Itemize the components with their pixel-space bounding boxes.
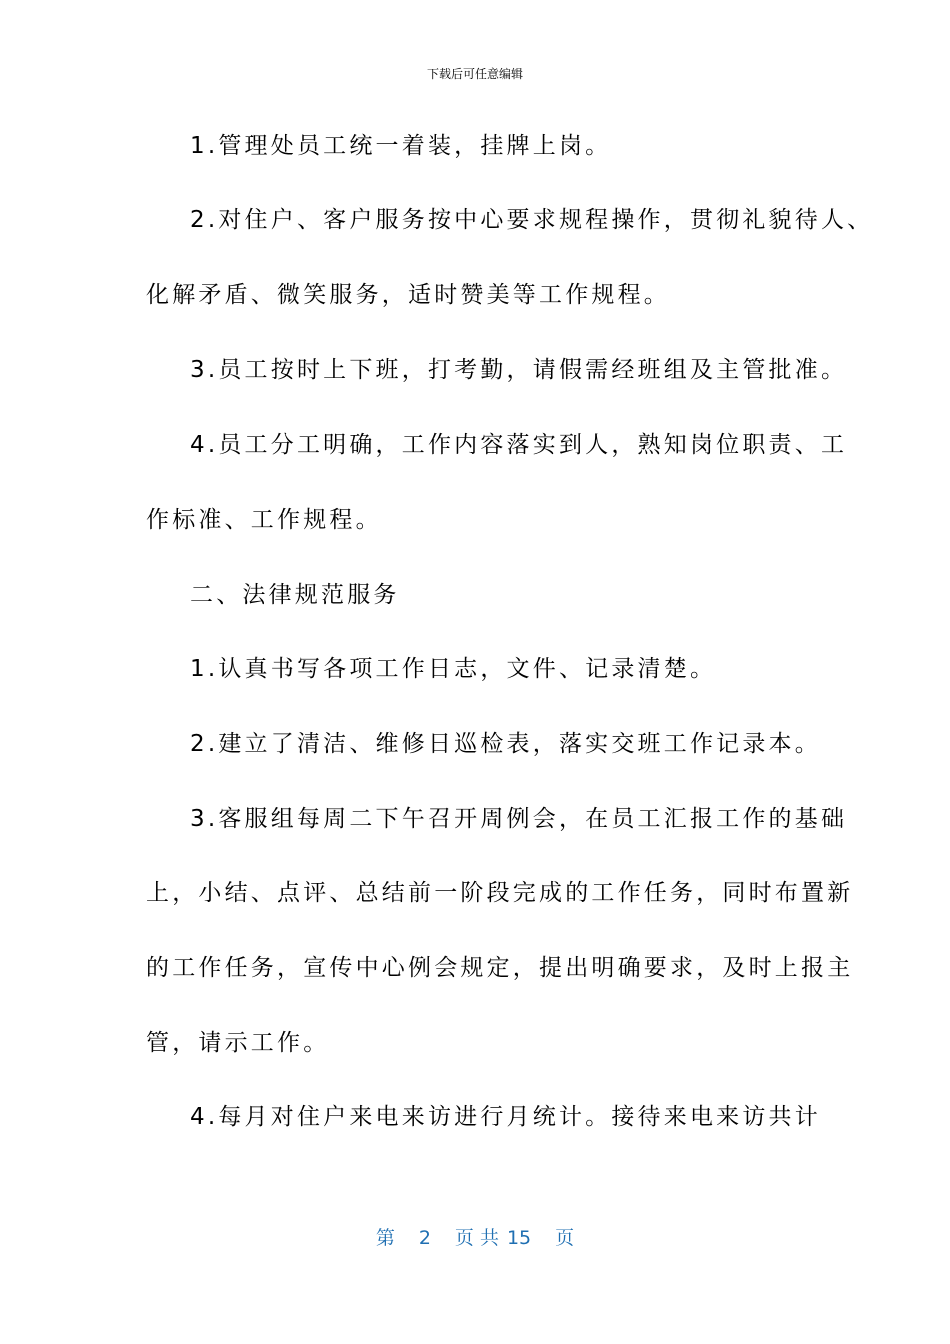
paragraph-line: 3.员工按时上下班，打考勤，请假需经班组及主管批准。 xyxy=(190,357,848,383)
footer-current-page: 2 xyxy=(418,1227,431,1249)
paragraph-line: 1.管理处员工统一着装，挂牌上岗。 xyxy=(190,133,612,159)
paragraph-line: 化解矛盾、微笑服务，适时赞美等工作规程。 xyxy=(146,282,670,308)
paragraph-line: 2.对住户、客户服务按中心要求规程操作，贯彻礼貌待人、 xyxy=(190,207,874,233)
paragraph-line: 4.每月对住户来电来访进行月统计。接待来电来访共计 xyxy=(190,1104,821,1130)
paragraph-line: 作标准、工作规程。 xyxy=(146,507,382,533)
footer-prefix: 第 xyxy=(375,1227,395,1249)
paragraph-line: 4.员工分工明确，工作内容落实到人，熟知岗位职责、工 xyxy=(190,432,848,458)
paragraph-line: 上，小结、点评、总结前一阶段完成的工作任务，同时布置新 xyxy=(146,880,854,906)
page-footer xyxy=(0,1225,950,1251)
section-heading: 二、法律规范服务 xyxy=(190,582,400,608)
footer-middle: 页 共 xyxy=(454,1227,499,1249)
paragraph-line: 的工作任务，宣传中心例会规定，提出明确要求，及时上报主 xyxy=(146,955,854,981)
paragraph-line: 管，请示工作。 xyxy=(146,1030,330,1056)
page-header: 下载后可任意编辑 xyxy=(426,67,523,81)
footer-total-pages: 15 xyxy=(506,1227,532,1249)
paragraph-line: 1.认真书写各项工作日志，文件、记录清楚。 xyxy=(190,656,717,682)
paragraph-line: 3.客服组每周二下午召开周例会，在员工汇报工作的基础 xyxy=(190,806,848,832)
footer-suffix: 页 xyxy=(555,1227,575,1249)
paragraph-line: 2.建立了清洁、维修日巡检表，落实交班工作记录本。 xyxy=(190,731,821,757)
